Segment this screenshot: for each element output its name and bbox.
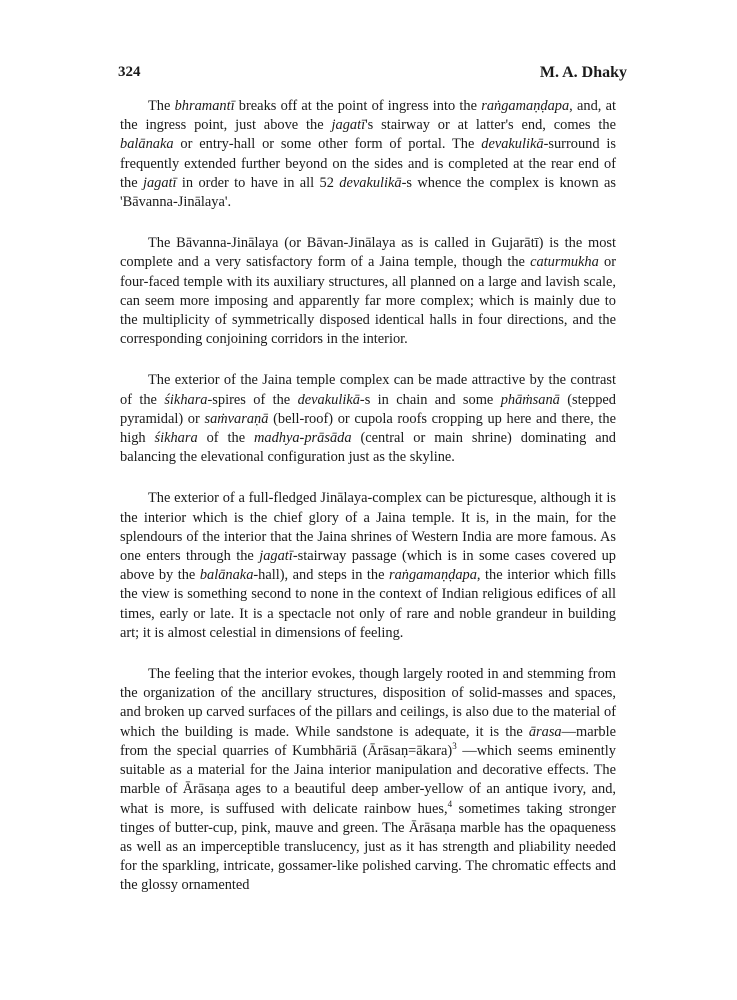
text-run: (stepped pyramidal) or [120, 391, 616, 427]
italic-term: caturmukha [530, 254, 599, 271]
italic-term: raṅgamaṇḍapa [481, 98, 570, 114]
italic-term: jagatī [142, 174, 177, 191]
text-run: in order to have in all 52 [176, 174, 340, 191]
italic-term: saṁvaraṇā [204, 410, 269, 427]
text-run: —marble from the special quarries of Kumbhāriā (Ārāsaṇ=ākara) [120, 723, 616, 759]
text-run: —which seems eminently suitable as a material for the Jaina interior manipulation and decorative effects. The marble of Ārāsaṇa ages to a beautiful deep amber-yellow of an antique ivory, and, what is more, is suffused with delicate rainbow hues, [120, 742, 616, 817]
text-run: -surround is frequently extended further beyond on the sides and is completed at the rear end of the [120, 136, 616, 191]
paragraph [120, 97, 616, 212]
paragraph [120, 489, 616, 643]
text-run: The [148, 98, 175, 114]
text-run: breaks off at the point of ingress into the [234, 98, 482, 114]
text-run: of the [197, 430, 254, 447]
italic-term: śikhara [154, 430, 198, 447]
footnote-ref: 3 [452, 741, 457, 752]
italic-term: śikhara [164, 391, 208, 408]
italic-term: bhramantī [174, 98, 235, 114]
italic-term: devakulikā [297, 391, 360, 408]
text-run: -stairway passage (which is in some cases covered up above by the [120, 548, 616, 584]
text-run: The exterior of a full-fledged Jinālaya-complex can be picturesque, although it is the interior which is the chief glory of a Jaina temple. It is, in the main, for the splendours of the interior that the Jaina shrines of Western India are more famous. As one enters through the [120, 490, 616, 565]
text-run: 's stairway or at latter's end, comes the [365, 117, 616, 134]
text-run: -s whence the complex is known as 'Bāvanna-Jinālaya'. [120, 174, 616, 211]
text-run: or four-faced temple with its auxiliary structures, all planned on a large and lavish scale, can seem more imposing and apparently far more complex; which is mainly due to the multiplicity of symmetrically disposed identical halls in four directions, and the corresponding conjoining corridors in the interior. [120, 254, 616, 348]
italic-term: jagatī [259, 548, 293, 565]
text-run: -s in chain and some [359, 391, 501, 408]
italic-term: devakulikā [339, 174, 402, 191]
text-run: (bell-roof) or cupola roofs cropping up here and there, the high [120, 410, 616, 447]
italic-term: madhya-prāsāda [254, 430, 352, 447]
text-run: (central or main shrine) dominating and balancing the elevational configuration just as the skyline. [120, 430, 616, 466]
footnote-ref: 4 [447, 798, 453, 809]
paragraph [120, 371, 616, 467]
paragraph [120, 234, 616, 349]
text-run: , the interior which fills the view is something second to none in the context of Indian religious edifices of all times, early or late. It is a spectacle not only of rare and noble grandeur in building art; it is almost celestial in dimensions of feeling. [120, 567, 616, 641]
text-run: -hall), and steps in the [253, 567, 389, 584]
running-header [118, 64, 627, 86]
italic-term: ārasa [528, 723, 562, 740]
italic-term: balānaka [120, 136, 174, 153]
text-run: The Bāvanna-Jinālaya (or Bāvan-Jinālaya as is called in Gujarātī) is the most complete and a very satisfactory form of a Jaina temple, though the [120, 235, 616, 271]
italic-term: balānaka [199, 567, 254, 584]
italic-term: phāṁsanā [500, 391, 560, 408]
page-number: 324 [118, 64, 141, 80]
text-run: -spires of the [207, 391, 298, 408]
italic-term: devakulikā [481, 136, 544, 153]
running-author: M. A. Dhaky [539, 64, 627, 81]
text-run: , and, at the ingress point, just above the [120, 98, 616, 134]
body-text [120, 97, 616, 896]
text-run: The exterior of the Jaina temple complex can be made attractive by the contrast of the [120, 372, 616, 408]
paragraph [120, 665, 616, 895]
text-run: sometimes taking stronger tinges of butter-cup, pink, mauve and green. The Ārāsaṇa marble has the opaqueness as well as an imperceptible translucency, just as it has strength and pliability needed for the sparkling, intricate, gossamer-like polished carving. The chromatic effects and the glossy ornamented [120, 800, 616, 894]
italic-term: raṅgamaṇḍapa [388, 567, 477, 584]
text-run: The feeling that the interior evokes, though largely rooted in and stemming from the organization of the ancillary structures, disposition of solid-masses and spaces, and broken up carved surfaces of the pillars and ceilings, is also due to the material of which the building is made. While sandstone is adequate, it is the [120, 666, 616, 740]
text-run: or entry-hall or some other form of portal. The [173, 136, 482, 153]
italic-term: jagatī [331, 117, 366, 134]
